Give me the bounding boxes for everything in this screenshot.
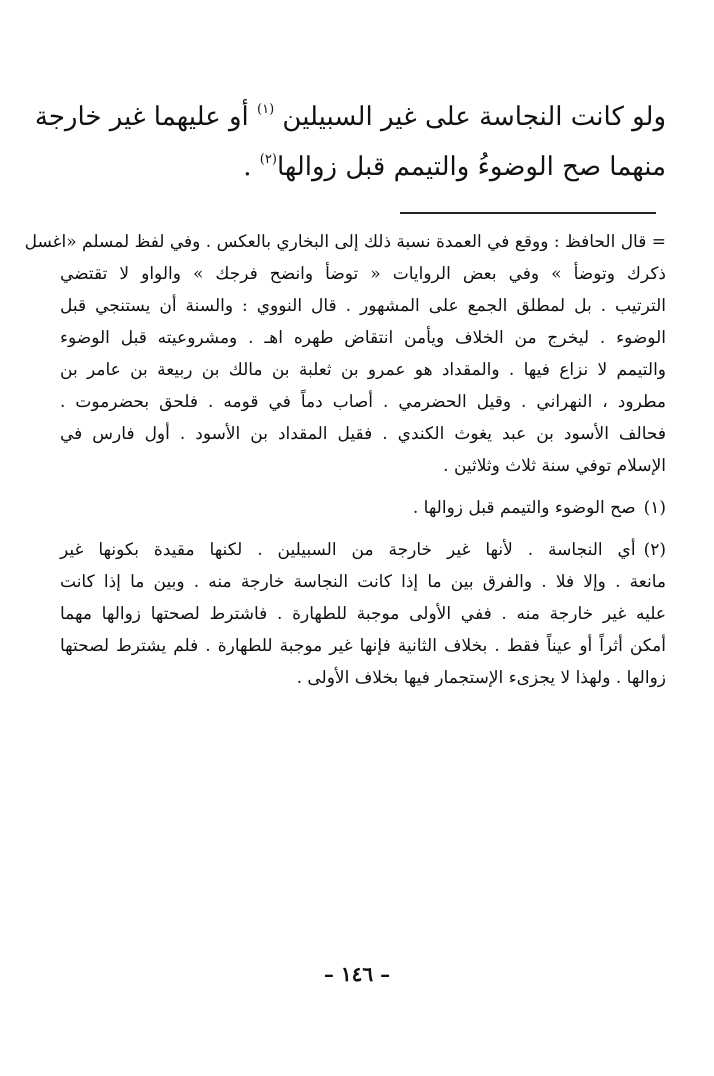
footnote-line: مطرود ، النهراني . وقيل الحضرمي . أصاب دماً في قومه . فلحق بحضرموت . [60, 392, 666, 412]
footnote-number: (٢) [643, 540, 666, 560]
footnote-continuation [24, 226, 666, 482]
footnotes [24, 226, 666, 704]
footnote-line: ذكرك وتوضأ » وفي بعض الروايات « توضأ وانضح فرجك » والواو لا تقتضي [60, 264, 666, 284]
footnote-line: الإسلام توفي سنة ثلاث وثلاثين . [443, 456, 666, 476]
footnote-line [60, 534, 666, 566]
footnote-text: أي النجاسة . لأنها غير خارجة من السبيلين . لكنها مقيدة بكونها غير [60, 540, 636, 560]
footnote-separator [400, 212, 656, 214]
page-number: – ١٤٦ – [323, 962, 391, 986]
footnote-line: = قال الحافظ : ووقع في العمدة نسبة ذلك إلى البخاري بالعكس . وفي لفظ لمسلم «اغسل [24, 232, 666, 252]
footnote-line: مانعة . وإلا فلا . والفرق بين ما إذا كانت النجاسة خارجة منه . وبين ما إذا كانت [60, 572, 666, 592]
footnote-line: والتيمم لا نزاع فيها . والمقداد هو عمرو بن ثعلبة بن مالك بن ربيعة بن عامر بن [60, 360, 666, 380]
footnote-line: الترتيب . بل لمطلق الجمع على المشهور . قال النووي : والسنة أن يستنجي قبل [60, 296, 666, 316]
footnote-1 [60, 492, 666, 524]
footnote-line [60, 492, 666, 524]
footnote-line: عليه غير خارجة منه . ففي الأولى موجبة للطهارة . فاشترط لصحتها زوالها مهما [60, 604, 666, 624]
main-text-line-1 [34, 92, 666, 142]
footnote-ref-1: (١) [257, 102, 275, 117]
footnote-line: فحالف الأسود بن عبد يغوث الكندي . فقيل المقداد بن الأسود . أول فارس في [60, 424, 666, 444]
main-text [34, 92, 666, 192]
main-text-line-2 [60, 142, 666, 192]
footnote-2 [60, 534, 666, 694]
main-text-segment: ولو كانت النجاسة على غير السبيلين [282, 102, 666, 132]
footnote-line: زوالها . ولهذا لا يجزىء الإستجمار فيها بخلاف الأولى . [296, 668, 666, 688]
main-text-segment: . [243, 152, 252, 182]
main-text-segment: منهما صح الوضوءُ والتيمم قبل زوالها [276, 152, 666, 182]
footnote-number: (١) [643, 498, 666, 518]
footnote-text: صح الوضوء والتيمم قبل زوالها . [412, 498, 636, 518]
footnote-ref-2: (٢) [259, 152, 277, 167]
footnote-line: الوضوء . ليخرج من الخلاف ويأمن انتقاض طهره اهـ . ومشروعيته قبل الوضوء [60, 328, 666, 348]
main-text-segment: أو عليهما غير خارجة [34, 102, 249, 132]
footnote-line: أمكن أثراً أو عيناً فقط . بخلاف الثانية فإنها غير موجبة للطهارة . فلم يشترط لصحتها [60, 636, 666, 656]
